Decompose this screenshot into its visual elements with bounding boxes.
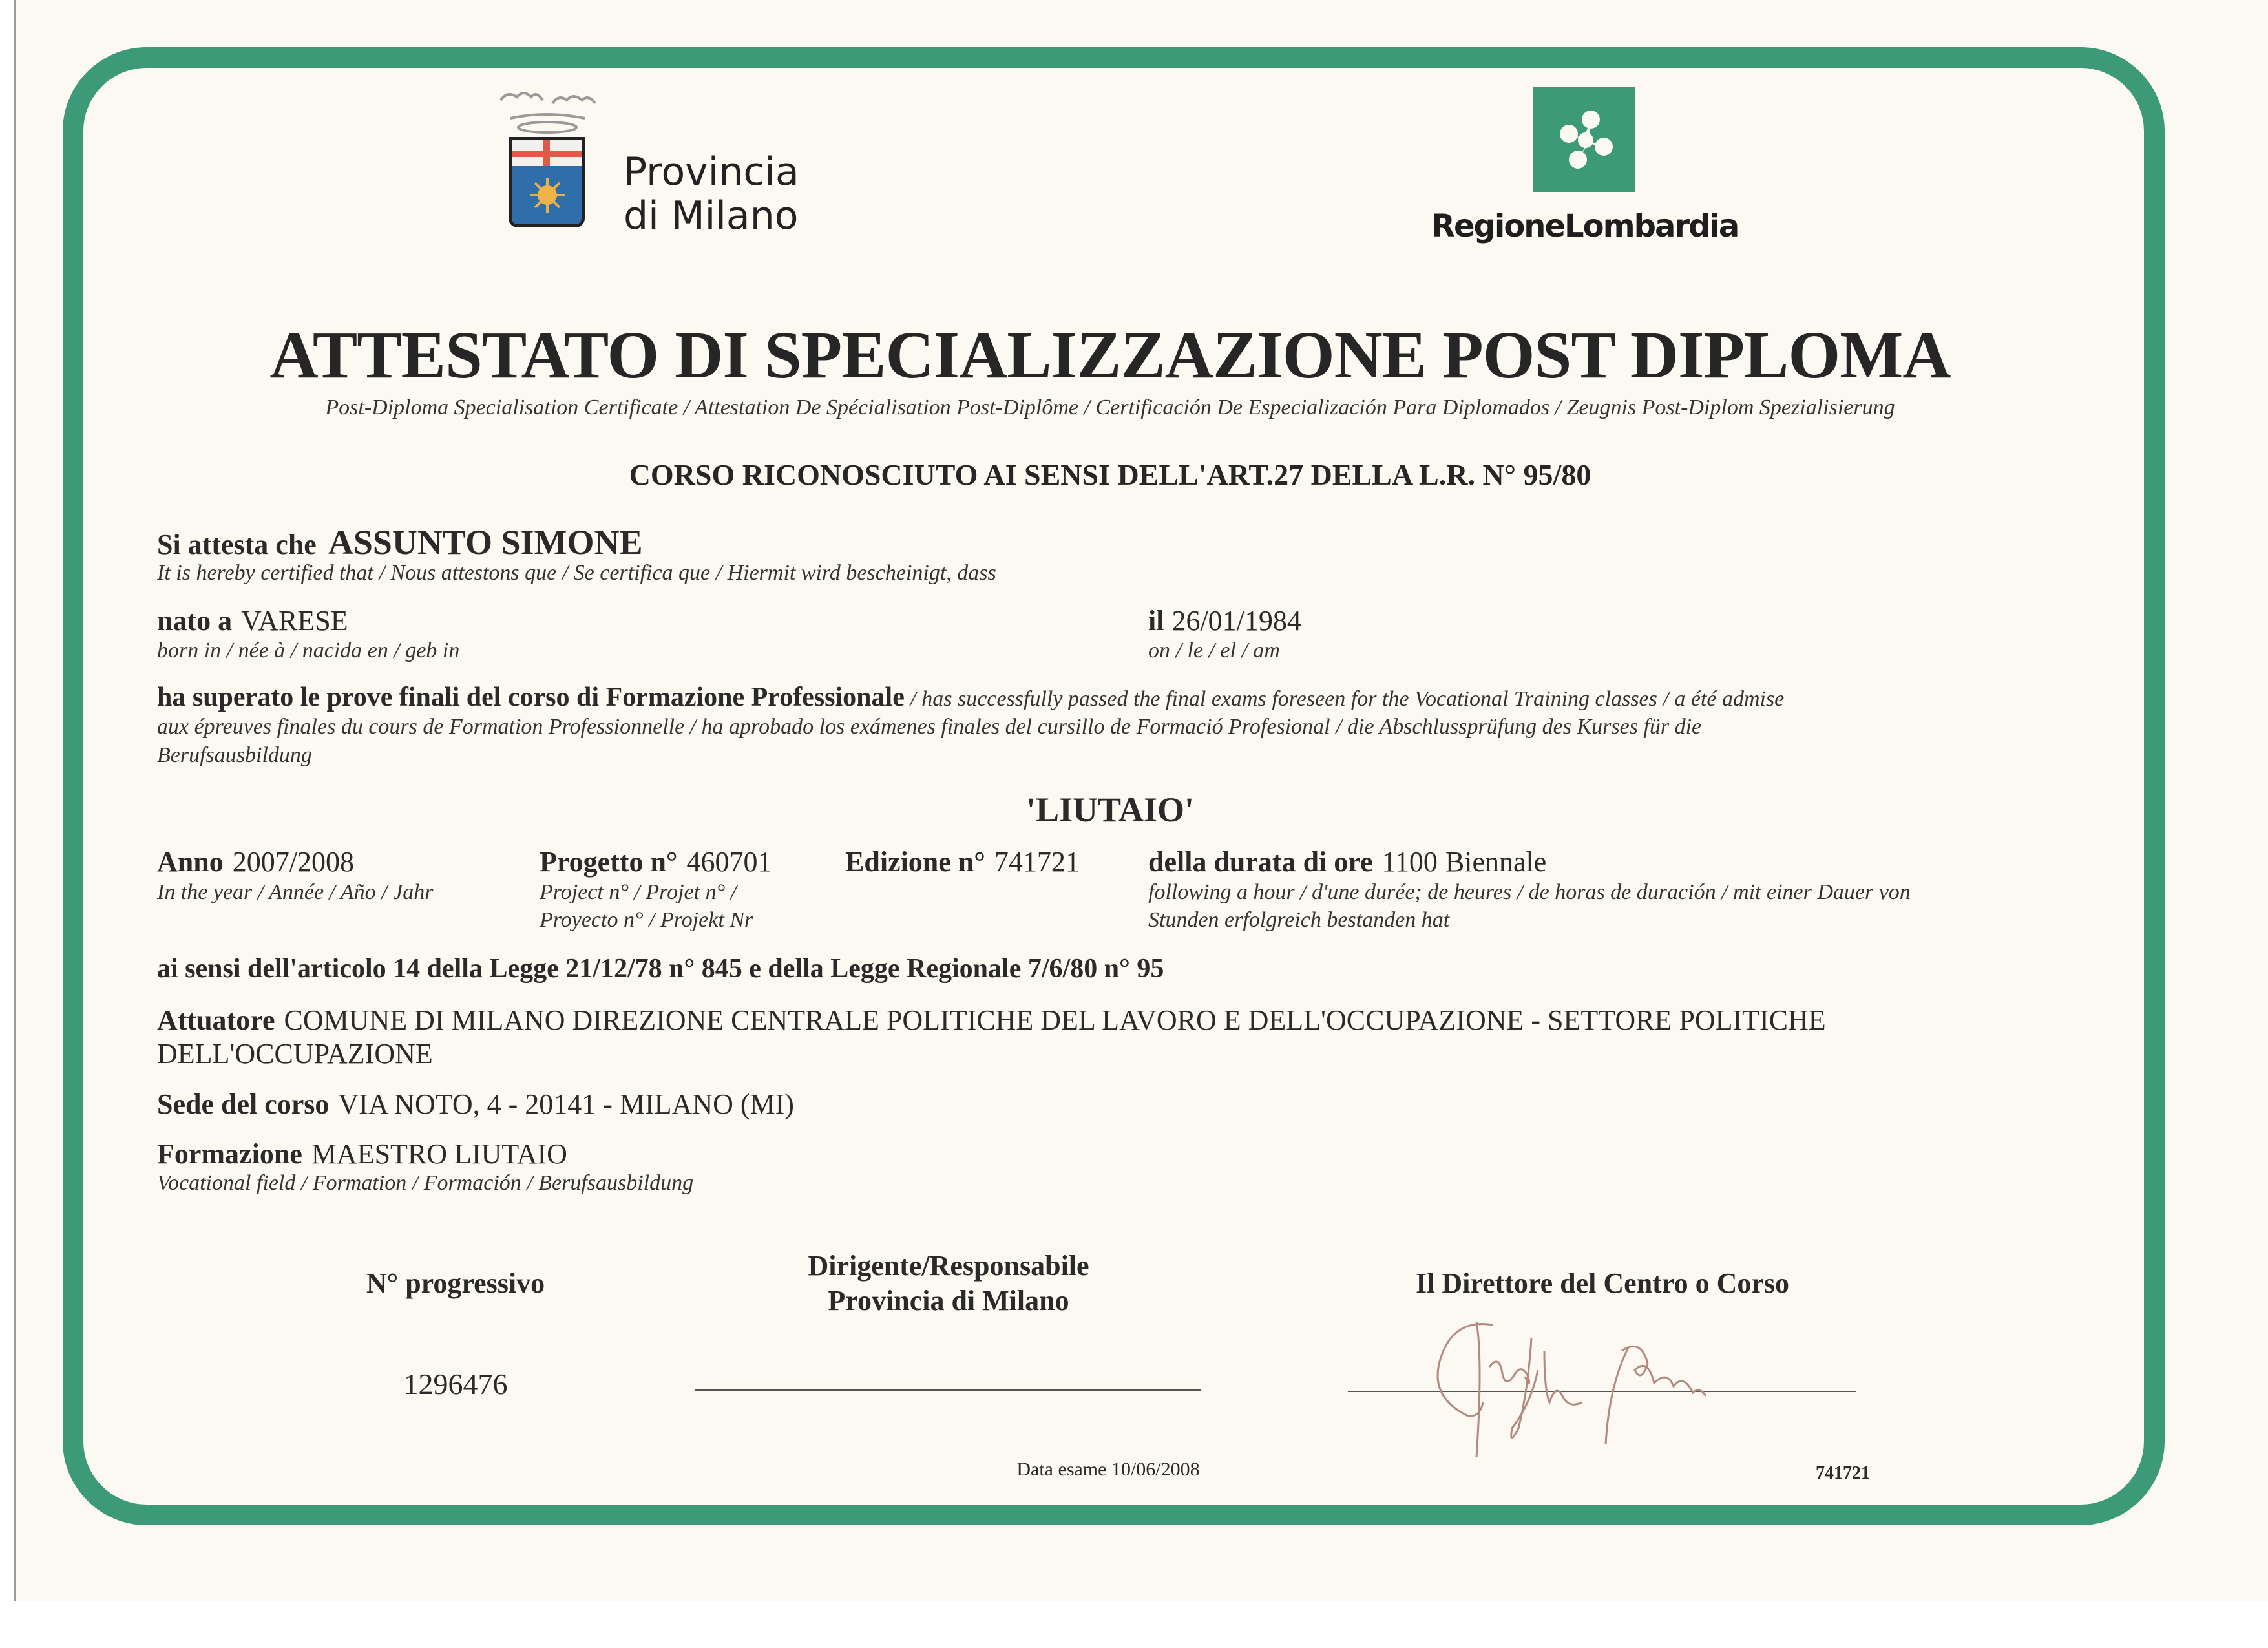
exam-date: Data esame 10/06/2008 xyxy=(1016,1459,1200,1480)
edition-code: 741721 xyxy=(1816,1463,1870,1483)
durata-translation-1: following a hour / d'une durée; de heures / de horas de duración / mit einer Dauer von xyxy=(1148,880,1911,904)
durata-type: Biennale xyxy=(1445,846,1547,878)
attesta-label: Si attesta che xyxy=(157,529,317,560)
durata-translation-2: Stunden erfolgreich bestanden hat xyxy=(1148,908,1450,932)
progetto-translation-1: Project n° / Projet n° / xyxy=(540,880,737,904)
regione-lombardia-logo-text: RegioneLombardia xyxy=(1431,208,1739,244)
course-recognition-line: CORSO RICONOSCIUTO AI SENSI DELL'ART.27 DELLA L.R. N° 95/80 xyxy=(629,458,1591,491)
rosa-camuna-icon xyxy=(1533,87,1635,192)
born-label: nato a xyxy=(157,605,233,637)
sede-field: Sede del corso VIA NOTO, 4 - 20141 - MILANO (MI) xyxy=(157,1088,794,1120)
edizione-field: Edizione n° 741721 xyxy=(845,846,1080,878)
born-place: VARESE xyxy=(241,605,348,637)
birth-date: 26/01/1984 xyxy=(1171,605,1301,637)
course-name: 'LIUTAIO' xyxy=(1025,790,1195,829)
signature-icon xyxy=(1415,1312,1803,1467)
attuatore-value-1: COMUNE DI MILANO DIREZIONE CENTRALE POLITICHE DEL LAVORO E DELL'OCCUPAZIONE - SETTORE POLITICHE xyxy=(284,1004,1826,1036)
statement-translation-1: / has successfully passed the final exams foreseen for the Vocational Training classes / a été admise xyxy=(904,687,1785,711)
progetto-translation-2: Proyecto n° / Projekt Nr xyxy=(540,908,753,932)
statement-line-1 xyxy=(157,682,1784,713)
formazione-translation: Vocational field / Formation / Formación / Berufsausbildung xyxy=(157,1171,694,1195)
birthplace-line xyxy=(157,604,348,637)
sede-value: VIA NOTO, 4 - 20141 - MILANO (MI) xyxy=(338,1088,794,1120)
durata-value: 1100 xyxy=(1381,846,1438,878)
born-translation: born in / née à / nacida en / geb in xyxy=(157,639,460,662)
coat-of-arms-icon xyxy=(509,137,585,227)
durata-field: della durata di ore 1100 Biennale xyxy=(1148,846,1547,878)
certificate-title: ATTESTATO DI SPECIALIZZAZIONE POST DIPLOMA xyxy=(269,318,1951,392)
date-label: il xyxy=(1148,605,1164,637)
holder-name: ASSUNTO SIMONE xyxy=(328,523,643,562)
progetto-value: 460701 xyxy=(686,846,772,878)
sun-icon xyxy=(530,178,565,213)
dirigente-title: Dirigente/Responsabile Provincia di Milano xyxy=(808,1250,1089,1316)
formazione-field: Formazione MAESTRO LIUTAIO xyxy=(157,1138,567,1170)
statement-bold: ha superato le prove finali del corso di Formazione Professionale xyxy=(157,682,905,712)
edizione-value: 741721 xyxy=(994,846,1080,878)
attuatore-value-2: DELL'OCCUPAZIONE xyxy=(157,1038,433,1070)
anno-value: 2007/2008 xyxy=(232,846,354,878)
anno-field: Anno 2007/2008 xyxy=(157,846,354,878)
provincia-milano-logo-text: Provincia di Milano xyxy=(624,149,799,238)
progressivo-value: 1296476 xyxy=(403,1368,508,1400)
legal-reference: ai sensi dell'articolo 14 della Legge 21/12/78 n° 845 e della Legge Regionale 7/6/80 n° 95 xyxy=(157,954,1164,984)
crown-icon xyxy=(488,87,607,136)
attuatore-field: Attuatore COMUNE DI MILANO DIREZIONE CENTRALE POLITICHE DEL LAVORO E DELL'OCCUPAZIONE - SETTORE POLITICHE xyxy=(157,1004,1826,1036)
birthdate-line xyxy=(1148,604,1301,637)
anno-translation: In the year / Année / Año / Jahr xyxy=(157,880,434,904)
attesta-translation: It is hereby certified that / Nous attestons que / Se certifica que / Hiermit wird bescheinigt, dass xyxy=(157,561,996,585)
progetto-field: Progetto n° 460701 xyxy=(540,846,772,878)
holder-line xyxy=(157,522,642,562)
statement-translation-3: Berufsausbildung xyxy=(157,743,312,767)
certificate-subtitle: Post-Diploma Specialisation Certificate / Attestation De Spécialisation Post-Diplôme / Certificación De Especialización Para Diplomados / Zeugnis Post-Diplom Spezialisierung xyxy=(325,396,1895,419)
statement-translation-2: aux épreuves finales du cours de Formation Professionnelle / ha aprobado los exámenes finales del cursillo de Formació Profesional / die Abschlussprüfung des Kurses für die xyxy=(157,715,1702,739)
formazione-value: MAESTRO LIUTAIO xyxy=(311,1138,567,1170)
green-border-frame xyxy=(63,47,2165,1525)
direttore-title: Il Direttore del Centro o Corso xyxy=(1416,1267,1789,1299)
date-translation: on / le / el / am xyxy=(1148,639,1280,662)
dirigente-signature-line xyxy=(695,1389,1201,1391)
progressivo-label: N° progressivo xyxy=(366,1267,545,1299)
